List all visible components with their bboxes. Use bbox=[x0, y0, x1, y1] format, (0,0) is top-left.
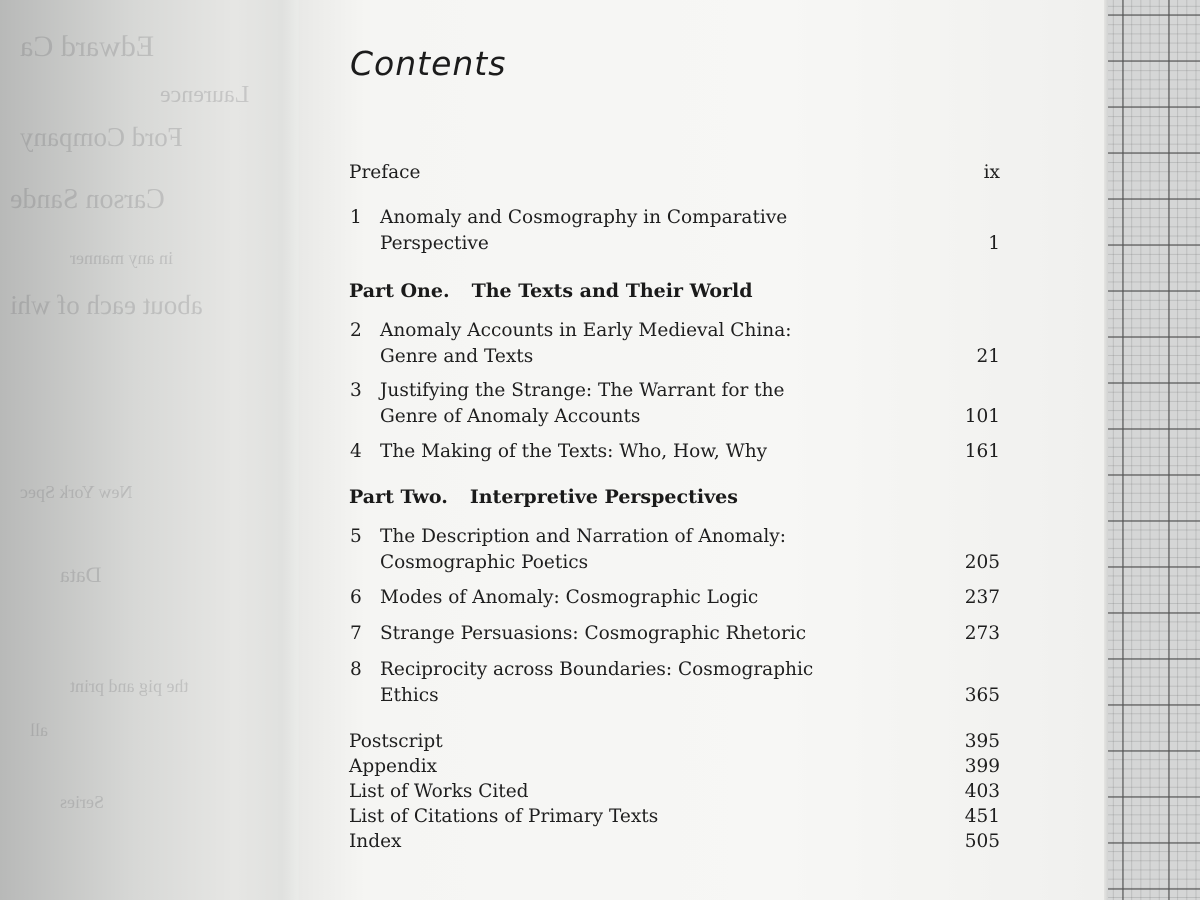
left-book-page bbox=[0, 0, 300, 900]
toc-page-number: 399 bbox=[964, 756, 1000, 777]
toc-entry-title-line2: Cosmographic Poetics bbox=[380, 552, 589, 573]
toc-entry-label: List of Works Cited bbox=[349, 781, 529, 802]
toc-chapter-number: 1 bbox=[350, 207, 362, 228]
ghost-text-line: Data bbox=[60, 562, 102, 587]
toc-chapter-number: 4 bbox=[350, 441, 362, 462]
toc-page-number: 505 bbox=[964, 831, 1000, 852]
toc-entry-chapter-8 bbox=[0, 657, 1200, 709]
part-two-heading bbox=[349, 486, 738, 508]
toc-page-number: ix bbox=[983, 162, 1000, 183]
part-label: Part Two. bbox=[349, 486, 448, 508]
toc-page-number: 403 bbox=[964, 781, 1000, 802]
toc-entry-chapter-2 bbox=[0, 318, 1200, 370]
toc-entry-title-line1: The Making of the Texts: Who, How, Why bbox=[380, 441, 768, 462]
toc-entry-title-line2: Ethics bbox=[380, 685, 439, 706]
ghost-text-line: Ford Company bbox=[20, 122, 183, 152]
ghost-text-line: Carson Sande bbox=[10, 184, 165, 215]
ghost-text-line: Laurence bbox=[160, 82, 250, 108]
toc-entry-title-line2: Genre of Anomaly Accounts bbox=[380, 406, 641, 427]
toc-entry-title-line1: Justifying the Strange: The Warrant for the bbox=[380, 380, 785, 401]
toc-page-number: 273 bbox=[964, 623, 1000, 644]
toc-entry-label: List of Citations of Primary Texts bbox=[349, 806, 659, 827]
toc-entry-title-line2: Genre and Texts bbox=[380, 346, 534, 367]
toc-entry-chapter-3 bbox=[0, 378, 1200, 430]
cutting-mat-grid bbox=[1108, 0, 1200, 900]
toc-entry-label: Index bbox=[349, 831, 402, 852]
toc-page-number: 161 bbox=[964, 441, 1000, 462]
toc-entry-chapter-5 bbox=[0, 524, 1200, 576]
toc-page-number: 101 bbox=[964, 406, 1000, 427]
toc-entry-chapter-1 bbox=[0, 205, 1200, 257]
toc-page-number: 451 bbox=[964, 806, 1000, 827]
toc-chapter-number: 3 bbox=[350, 380, 362, 401]
toc-chapter-number: 8 bbox=[350, 659, 362, 680]
ghost-text-line: Edward Ca bbox=[20, 30, 155, 63]
ghost-text-line: New York Spec bbox=[20, 482, 133, 502]
part-one-heading bbox=[349, 280, 753, 302]
part-title: The Texts and Their World bbox=[471, 280, 753, 302]
contents-heading: Contents bbox=[350, 44, 507, 83]
toc-entry-title-line1: Anomaly Accounts in Early Medieval China: bbox=[380, 320, 792, 341]
ghost-text-line: about each of whi bbox=[10, 290, 203, 320]
toc-entry-title-line1: Anomaly and Cosmography in Comparative bbox=[380, 207, 788, 228]
toc-page-number: 395 bbox=[964, 731, 1000, 752]
toc-entry-label: Appendix bbox=[349, 756, 438, 777]
toc-entry-title-line1: Strange Persuasions: Cosmographic Rhetoric bbox=[380, 623, 807, 644]
toc-page-number: 237 bbox=[964, 587, 1000, 608]
toc-page-number: 205 bbox=[964, 552, 1000, 573]
part-title: Interpretive Perspectives bbox=[469, 486, 738, 508]
toc-entry-title-line1: Modes of Anomaly: Cosmographic Logic bbox=[380, 587, 759, 608]
toc-chapter-number: 2 bbox=[350, 320, 362, 341]
toc-entry-label: Preface bbox=[349, 162, 421, 183]
toc-entry-title-line1: The Description and Narration of Anomaly: bbox=[380, 526, 786, 547]
part-label: Part One. bbox=[349, 280, 450, 302]
toc-chapter-number: 7 bbox=[350, 623, 362, 644]
toc-entry-title-line2: Perspective bbox=[380, 233, 489, 254]
toc-entry-label: Postscript bbox=[349, 731, 443, 752]
toc-chapter-number: 6 bbox=[350, 587, 362, 608]
toc-page-number: 1 bbox=[988, 233, 1000, 254]
toc-entry-title-line1: Reciprocity across Boundaries: Cosmographic bbox=[380, 659, 814, 680]
ghost-text-line: the pig and print bbox=[70, 676, 189, 696]
toc-page-number: 365 bbox=[964, 685, 1000, 706]
ghost-text-line: in any manner bbox=[70, 248, 173, 268]
toc-chapter-number: 5 bbox=[350, 526, 362, 547]
ghost-text-line: Series bbox=[60, 792, 104, 812]
ghost-text-line: all bbox=[30, 720, 48, 740]
toc-page-number: 21 bbox=[976, 346, 1000, 367]
